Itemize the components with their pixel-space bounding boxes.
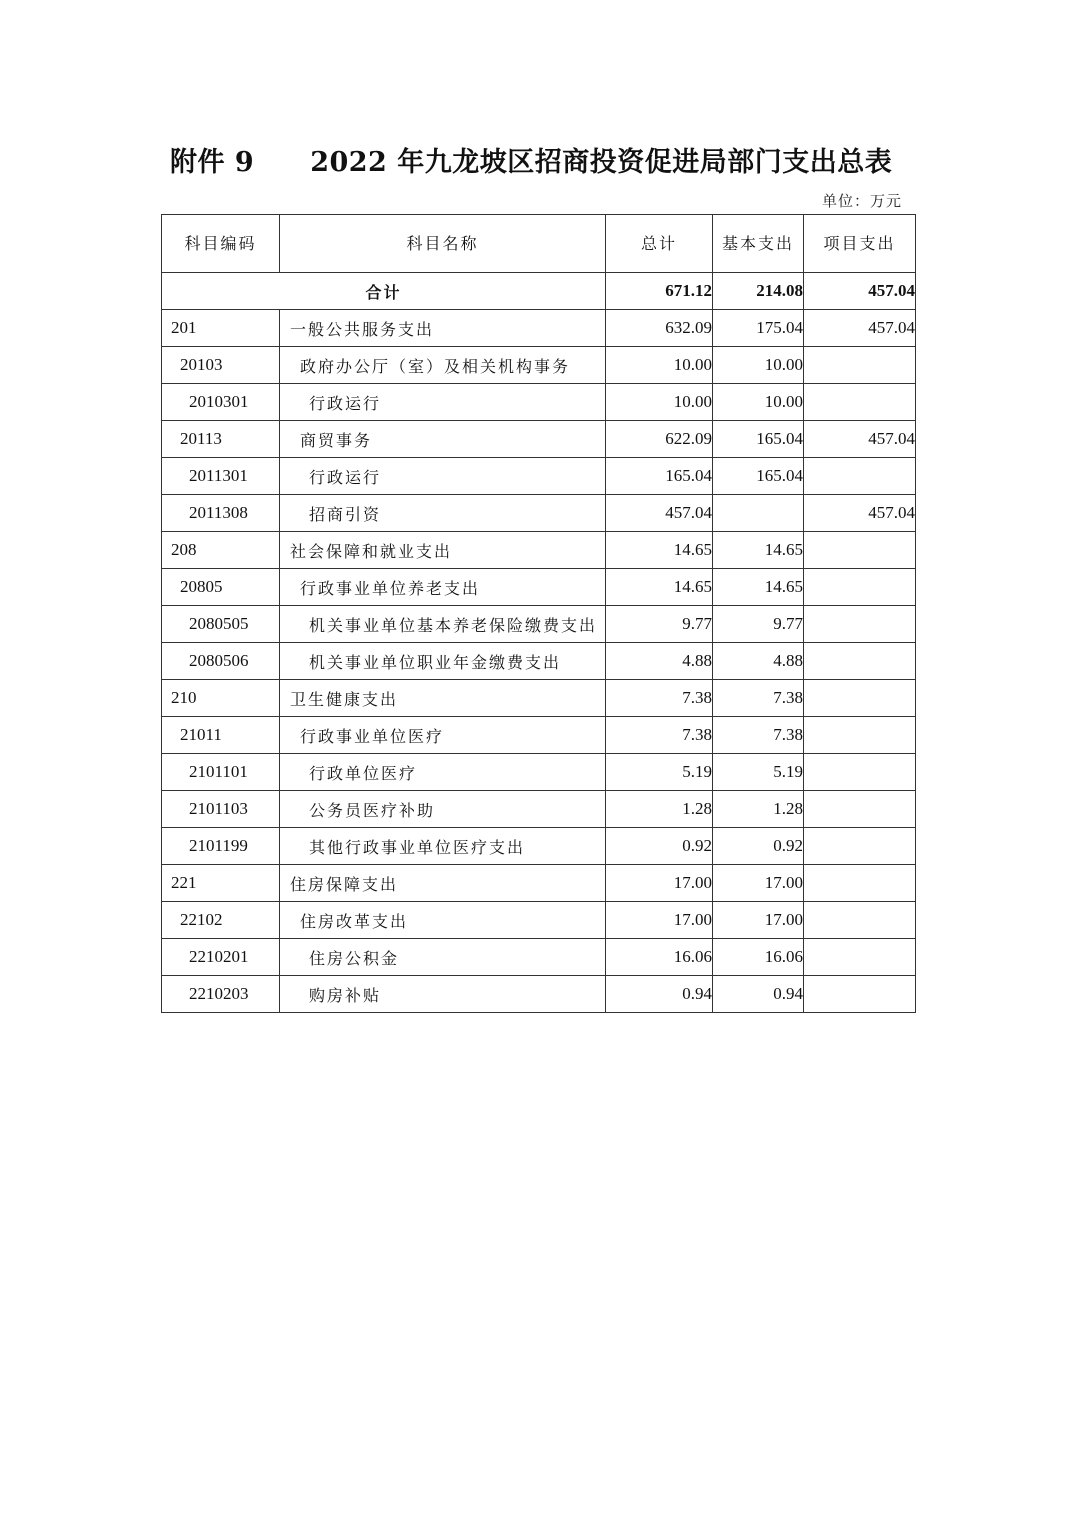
table-row [162,828,916,865]
row-project [804,865,916,902]
row-basic: 14.65 [713,532,804,569]
row-code: 2101199 [162,828,280,865]
row-project [804,939,916,976]
summary-row [162,273,916,310]
row-project [804,717,916,754]
row-project [804,347,916,384]
table-row [162,791,916,828]
row-name: 行政事业单位医疗 [280,717,606,754]
row-total: 7.38 [606,717,713,754]
table-row [162,865,916,902]
table-row [162,569,916,606]
row-project [804,902,916,939]
row-basic [713,495,804,532]
table-row [162,717,916,754]
row-total: 0.92 [606,828,713,865]
table-row [162,421,916,458]
table-row [162,310,916,347]
table-row [162,384,916,421]
row-project [804,532,916,569]
row-code: 201 [162,310,280,347]
row-basic: 17.00 [713,902,804,939]
row-name: 卫生健康支出 [280,680,606,717]
row-basic: 4.88 [713,643,804,680]
row-basic: 14.65 [713,569,804,606]
summary-total: 671.12 [606,273,713,310]
row-basic: 0.94 [713,976,804,1013]
row-total: 0.94 [606,976,713,1013]
row-name: 行政运行 [280,384,606,421]
row-name: 公务员医疗补助 [280,791,606,828]
header-code: 科目编码 [162,215,280,273]
row-project [804,754,916,791]
summary-project: 457.04 [804,273,916,310]
table-row [162,976,916,1013]
table-row [162,347,916,384]
header-project: 项目支出 [804,215,916,273]
row-basic: 17.00 [713,865,804,902]
row-name: 商贸事务 [280,421,606,458]
row-code: 208 [162,532,280,569]
row-name: 购房补贴 [280,976,606,1013]
row-code: 20103 [162,347,280,384]
row-total: 457.04 [606,495,713,532]
row-name: 其他行政事业单位医疗支出 [280,828,606,865]
row-basic: 10.00 [713,384,804,421]
row-name: 社会保障和就业支出 [280,532,606,569]
row-basic: 165.04 [713,458,804,495]
header-basic: 基本支出 [713,215,804,273]
row-project: 457.04 [804,310,916,347]
row-code: 22102 [162,902,280,939]
table-row [162,532,916,569]
title-text: 2022 年九龙坡区招商投资促进局部门支出总表 [310,147,893,178]
row-project [804,791,916,828]
row-project: 457.04 [804,495,916,532]
row-code: 2101101 [162,754,280,791]
table-row [162,495,916,532]
row-code: 210 [162,680,280,717]
summary-basic: 214.08 [713,273,804,310]
row-project [804,606,916,643]
row-code: 2080505 [162,606,280,643]
title-prefix: 附件 9 [170,147,255,178]
row-project [804,680,916,717]
row-code: 2210203 [162,976,280,1013]
row-total: 17.00 [606,902,713,939]
row-name: 招商引资 [280,495,606,532]
row-name: 机关事业单位职业年金缴费支出 [280,643,606,680]
row-name: 住房改革支出 [280,902,606,939]
row-code: 2080506 [162,643,280,680]
row-name: 行政单位医疗 [280,754,606,791]
table-row [162,458,916,495]
table-row [162,680,916,717]
row-code: 2210201 [162,939,280,976]
row-total: 9.77 [606,606,713,643]
row-total: 17.00 [606,865,713,902]
row-project [804,458,916,495]
row-project: 457.04 [804,421,916,458]
row-total: 4.88 [606,643,713,680]
table-row [162,902,916,939]
row-basic: 165.04 [713,421,804,458]
row-project [804,828,916,865]
row-total: 10.00 [606,347,713,384]
row-name: 机关事业单位基本养老保险缴费支出 [280,606,606,643]
row-basic: 7.38 [713,717,804,754]
row-name: 住房保障支出 [280,865,606,902]
row-total: 165.04 [606,458,713,495]
row-code: 21011 [162,717,280,754]
row-project [804,569,916,606]
row-project [804,976,916,1013]
table-row [162,606,916,643]
document-title [170,140,892,179]
unit-label: 单位：万元 [821,192,902,210]
expenditure-table [161,214,916,1013]
row-code: 2010301 [162,384,280,421]
table-header-row [162,215,916,273]
row-name: 行政运行 [280,458,606,495]
summary-label: 合计 [162,273,606,310]
row-total: 14.65 [606,532,713,569]
row-name: 住房公积金 [280,939,606,976]
row-basic: 0.92 [713,828,804,865]
row-name: 行政事业单位养老支出 [280,569,606,606]
row-code: 2101103 [162,791,280,828]
row-basic: 5.19 [713,754,804,791]
row-code: 2011308 [162,495,280,532]
row-project [804,384,916,421]
row-basic: 10.00 [713,347,804,384]
header-name: 科目名称 [280,215,606,273]
row-name: 政府办公厅（室）及相关机构事务 [280,347,606,384]
row-total: 622.09 [606,421,713,458]
table-row [162,643,916,680]
row-project [804,643,916,680]
row-basic: 7.38 [713,680,804,717]
row-basic: 1.28 [713,791,804,828]
row-basic: 175.04 [713,310,804,347]
row-code: 20113 [162,421,280,458]
table-row [162,754,916,791]
row-total: 1.28 [606,791,713,828]
row-total: 5.19 [606,754,713,791]
row-total: 10.00 [606,384,713,421]
row-basic: 9.77 [713,606,804,643]
row-total: 632.09 [606,310,713,347]
row-code: 20805 [162,569,280,606]
row-total: 14.65 [606,569,713,606]
row-basic: 16.06 [713,939,804,976]
table-row [162,939,916,976]
row-code: 2011301 [162,458,280,495]
header-total: 总计 [606,215,713,273]
row-code: 221 [162,865,280,902]
row-name: 一般公共服务支出 [280,310,606,347]
row-total: 7.38 [606,680,713,717]
row-total: 16.06 [606,939,713,976]
